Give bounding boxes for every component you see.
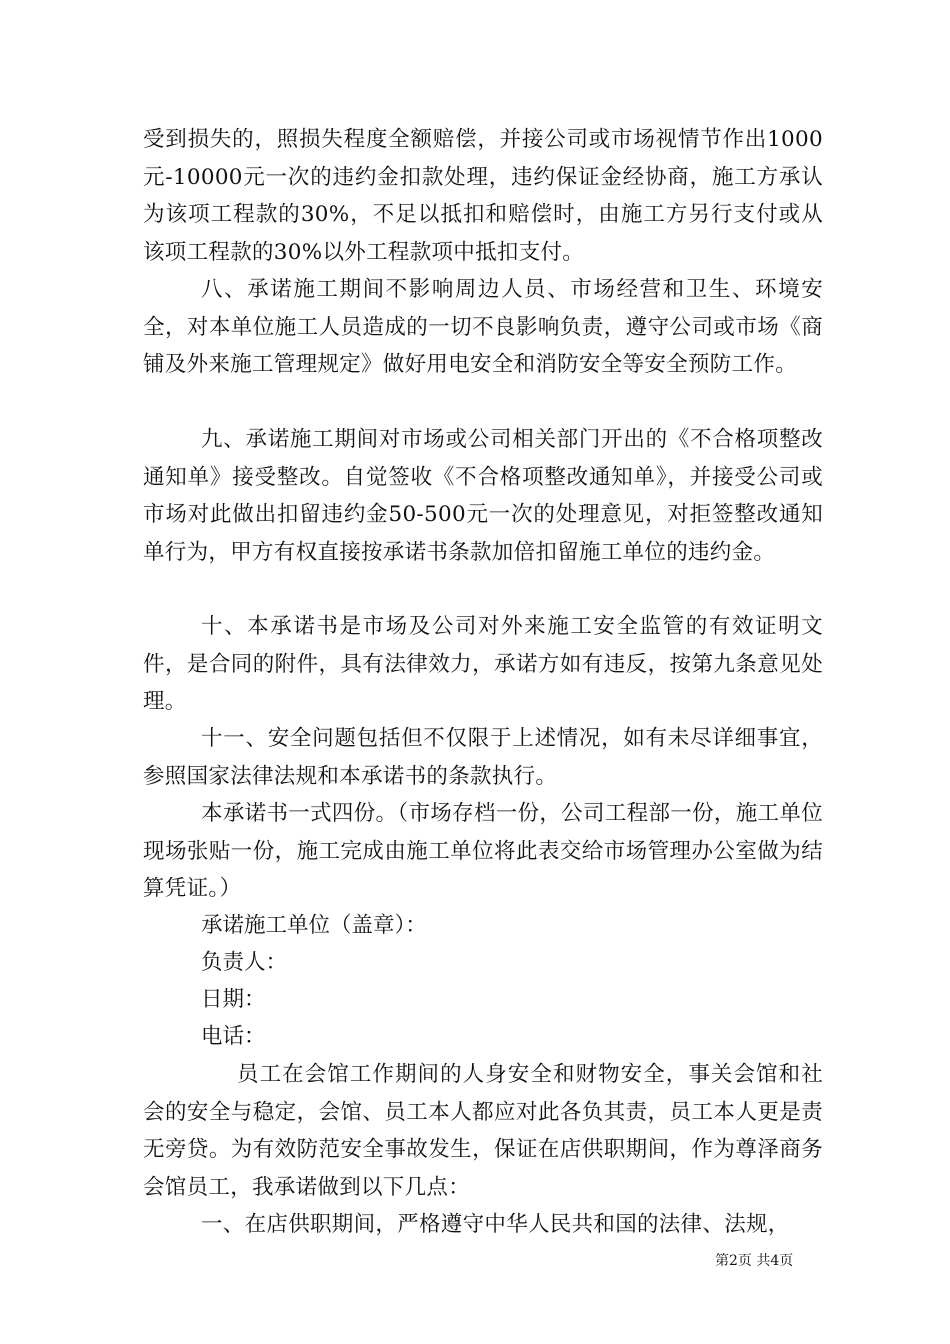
page-number-footer: 第2页 共4页 — [715, 1253, 794, 1269]
paragraph-employee-item-1: 一、在店供职期间，严格遵守中华人民共和国的法律、法规， — [201, 1212, 790, 1237]
paragraph-penalty-continuation: 受到损失的，照损失程度全额赔偿，并接公司或市场视情节作出1000元-10000元一次的违约金扣款处理，违约保证金经协商，施工方承认为该项工程款的30%，不足以抵扣和赔偿时，由施工方另行支付或从该项工程款的30%以外工程款项中抵扣支付。 — [143, 127, 823, 265]
signature-date-label: 日期： — [201, 987, 266, 1012]
paragraph-clause-10: 十、本承诺书是市场及公司对外来施工安全监管的有效证明文件，是合同的附件，具有法律效力，承诺方如有违反，按第九条意见处理。 — [143, 614, 823, 714]
paragraph-copies-note: 本承诺书一式四份。（市场存档一份，公司工程部一份，施工单位现场张贴一份，施工完成由施工单位将此表交给市场管理办公室做为结算凭证。） — [143, 801, 823, 901]
signature-unit-label: 承诺施工单位（盖章）： — [201, 913, 427, 938]
paragraph-clause-11: 十一、安全问题包括但不仅限于上述情况，如有未尽详细事宜，参照国家法律法规和本承诺书的条款执行。 — [143, 726, 823, 789]
paragraph-employee-intro: 员工在会馆工作期间的人身安全和财物安全，事关会馆和社会的安全与稳定，会馆、员工本人都应对此各负其责，员工本人更是责无旁贷。为有效防范安全事故发生，保证在店供职期间，作为尊泽商务会馆员工，我承诺做到以下几点： — [143, 1062, 823, 1200]
signature-phone-label: 电话： — [201, 1024, 266, 1049]
signature-person-label: 负责人： — [201, 950, 288, 975]
paragraph-clause-9: 九、承诺施工期间对市场或公司相关部门开出的《不合格项整改通知单》接受整改。自觉签收《不合格项整改通知单》，并接受公司或市场对此做出扣留违约金50-500元一次的处理意见，对拒签整改通知单行为，甲方有权直接按承诺书条款加倍扣留施工单位的违约金。 — [143, 427, 823, 565]
paragraph-clause-8: 八、承诺施工期间不影响周边人员、市场经营和卫生、环境安全，对本单位施工人员造成的一切不良影响负责，遵守公司或市场《商铺及外来施工管理规定》做好用电安全和消防安全等安全预防工作。 — [143, 277, 823, 377]
